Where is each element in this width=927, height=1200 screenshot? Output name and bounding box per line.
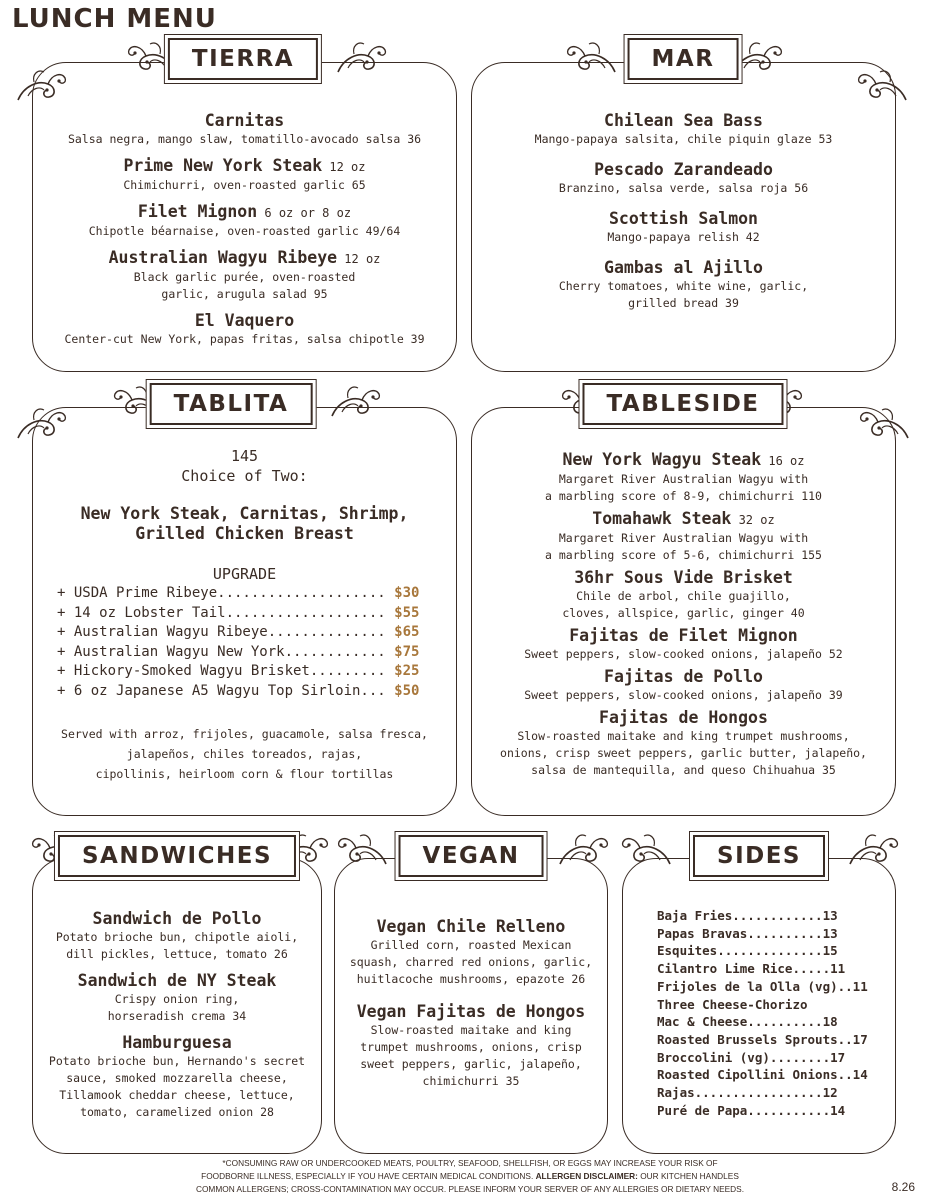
- upgrade-label: + 6 oz Japanese A5 Wagyu Top Sirloin...: [57, 682, 395, 699]
- menu-item-description: Mango-papaya relish 42: [607, 230, 760, 244]
- menu-item-name: El Vaquero: [194, 311, 295, 330]
- menu-item-description: Salsa negra, mango slaw, tomatillo-avocado salsa 36: [67, 132, 422, 146]
- upgrade-label: + Australian Wagyu Ribeye..............: [57, 624, 395, 641]
- menu-item: [472, 626, 895, 663]
- menu-item: [472, 111, 895, 148]
- menu-item-name: Chilean Sea Bass: [604, 111, 763, 130]
- tablita-choice: Choice of Two:: [181, 467, 308, 485]
- upgrade-price: $65: [394, 624, 420, 641]
- menu-item-name: Carnitas: [204, 111, 285, 130]
- menu-item-description: Slow-roasted maitake and king trumpet mushrooms,: [517, 729, 850, 743]
- menu-item-description: Grilled corn, roasted Mexican: [370, 938, 572, 952]
- mar-header-label: MAR: [628, 38, 739, 80]
- menu-item-description: squash, charred red onions, garlic,: [349, 955, 593, 969]
- menu-item-description: trumpet mushrooms, onions, crisp: [360, 1040, 582, 1054]
- menu-item-description: Potato brioche bun, chipotle aioli,: [55, 930, 299, 944]
- ornament-icon: [334, 38, 388, 76]
- menu-item-name: Sandwich de Pollo: [92, 909, 262, 928]
- menu-item-description: a marbling score of 8-9, chimichurri 110: [545, 489, 822, 503]
- tablita-served-line: jalapeños, chiles toreados, rajas,: [126, 746, 363, 761]
- menu-item-size: 16 oz: [761, 454, 805, 468]
- upgrade-price: $30: [394, 585, 420, 601]
- menu-item-description: Branzino, salsa verde, salsa roja 56: [558, 181, 809, 195]
- menu-item: [33, 111, 456, 148]
- disclaimer-line: COMMON ALLERGENS; CROSS-CONTAMINATION MAY OCCUR. PLEASE INFORM YOUR SERVER OF ANY ALLERGIES OR DIETARY NEEDS.: [195, 1184, 744, 1194]
- menu-item: [472, 160, 895, 197]
- ornament-icon: [14, 66, 68, 104]
- side-item: Rajas.................12: [657, 1085, 838, 1101]
- menu-item: [335, 1002, 607, 1090]
- menu-item-description: Crispy onion ring,: [114, 992, 240, 1006]
- tablita-panel: [32, 407, 457, 816]
- menu-item-description: Chimichurri, oven-roasted garlic 65: [123, 178, 366, 192]
- upgrade-item: [57, 584, 456, 604]
- sandwiches-items: [33, 909, 321, 1129]
- side-item: Frijoles de la Olla (vg)..11: [657, 978, 868, 994]
- upgrade-item: [57, 604, 456, 624]
- tablita-header-label: TABLITA: [150, 383, 313, 425]
- menu-item-description: chimichurri 35: [422, 1074, 520, 1088]
- ornament-icon: [336, 830, 390, 868]
- tablita-price: 145: [230, 447, 259, 465]
- ornament-icon: [565, 38, 619, 76]
- menu-item-name: New York Wagyu Steak 16 oz: [562, 450, 805, 469]
- menu-item-description: tomato, caramelized onion 28: [80, 1105, 274, 1119]
- ornament-icon: [856, 66, 910, 104]
- menu-item-name: Hamburguesa: [122, 1033, 232, 1052]
- upgrade-label: + Australian Wagyu New York............: [57, 643, 395, 660]
- upgrade-price: $75: [394, 643, 420, 660]
- menu-item-name: Australian Wagyu Ribeye 12 oz: [108, 248, 381, 267]
- menu-item-size: 12 oz: [337, 252, 381, 266]
- menu-item-description: Sweet peppers, slow-cooked onions, jalapeño 52: [524, 647, 843, 661]
- menu-item-name: Vegan Chile Relleno: [376, 917, 566, 936]
- menu-item-name: Fajitas de Filet Mignon: [569, 626, 798, 645]
- tierra-items: [33, 111, 456, 356]
- menu-version: 8.26: [891, 1180, 915, 1194]
- menu-item: [33, 311, 456, 348]
- menu-item-description: Sweet peppers, slow-cooked onions, jalapeño 39: [524, 688, 843, 702]
- ornament-icon: [328, 382, 382, 420]
- menu-item-description: salsa de mantequilla, and queso Chihuahua 35: [531, 763, 836, 777]
- menu-item-description: huitlacoche mushrooms, epazote 26: [356, 972, 586, 986]
- menu-item-name: Scottish Salmon: [608, 209, 758, 228]
- tablita-served-line: cipollinis, heirloom corn & flour tortillas: [95, 766, 394, 781]
- tablita-content: [33, 446, 456, 784]
- menu-item-description: Center-cut New York, papas fritas, salsa chipotle 39: [64, 332, 425, 346]
- menu-item-name: Prime New York Steak 12 oz: [123, 156, 366, 175]
- side-item: Papas Bravas..........13: [657, 925, 838, 941]
- menu-item: [472, 568, 895, 622]
- upgrade-price: $55: [394, 604, 420, 621]
- menu-item-description: horseradish crema 34: [107, 1009, 247, 1023]
- menu-item-description: Slow-roasted maitake and king: [370, 1023, 572, 1037]
- menu-item: [472, 509, 895, 564]
- upgrade-item: [57, 682, 456, 702]
- vegan-header-label: VEGAN: [399, 835, 544, 877]
- menu-item: [472, 258, 895, 312]
- menu-item-name: Fajitas de Pollo: [604, 667, 763, 686]
- menu-item: [33, 202, 456, 240]
- vegan-header: [395, 831, 548, 881]
- tableside-items: [472, 450, 895, 783]
- sandwiches-header-label: SANDWICHES: [58, 835, 296, 877]
- menu-item-description: cloves, allspice, garlic, ginger 40: [562, 606, 805, 620]
- tableside-header: [578, 379, 787, 429]
- side-item: Mac & Cheese..........18: [657, 1014, 838, 1030]
- menu-item-size: 6 oz or 8 oz: [257, 206, 352, 220]
- menu-item-name: Vegan Fajitas de Hongos: [356, 1002, 586, 1021]
- menu-item-description: grilled bread 39: [628, 296, 739, 310]
- menu-item-description: Cherry tomatoes, white wine, garlic,: [558, 279, 809, 293]
- menu-item: [472, 708, 895, 779]
- menu-item-name: 36hr Sous Vide Brisket: [574, 568, 793, 587]
- upgrade-label: + 14 oz Lobster Tail...................: [57, 604, 395, 621]
- menu-item: [33, 971, 321, 1025]
- menu-item-description: a marbling score of 5-6, chimichurri 155: [545, 548, 822, 562]
- menu-item-description: sweet peppers, garlic, jalapeño,: [360, 1057, 582, 1071]
- menu-item-description: garlic, arugula salad 95: [161, 287, 328, 301]
- sides-list: [623, 907, 895, 1119]
- allergen-disclaimer: [150, 1157, 790, 1196]
- menu-item-description: Chipotle béarnaise, oven-roasted garlic 49/64: [88, 224, 401, 238]
- menu-item-name: Fajitas de Hongos: [599, 708, 768, 727]
- menu-item-name: Sandwich de NY Steak: [77, 971, 277, 990]
- sides-header: [689, 831, 829, 881]
- menu-item-description: Margaret River Australian Wagyu with: [558, 531, 809, 545]
- tablita-served-line: Served with arroz, frijoles, guacamole, salsa fresca,: [61, 726, 428, 741]
- menu-item-description: Chile de arbol, chile guajillo,: [576, 589, 791, 603]
- menu-item-name: Tomahawk Steak 32 oz: [592, 509, 775, 528]
- tierra-header-label: TIERRA: [168, 38, 318, 80]
- menu-item-description: Margaret River Australian Wagyu with: [558, 472, 809, 486]
- ornament-icon: [14, 404, 68, 442]
- ornament-icon: [846, 830, 900, 868]
- upgrade-item: [57, 662, 456, 682]
- side-item: Three Cheese-Chorizo: [657, 996, 808, 1012]
- side-item: Baja Fries............13: [657, 908, 838, 923]
- menu-item: [335, 917, 607, 988]
- ornament-icon: [556, 830, 610, 868]
- tierra-panel: [32, 62, 457, 372]
- side-item: Broccolini (vg)........17: [657, 1049, 846, 1065]
- mar-header: [624, 34, 743, 84]
- side-item: Puré de Papa...........14: [657, 1102, 846, 1118]
- sides-panel: [622, 858, 896, 1154]
- disclaimer-line: *CONSUMING RAW OR UNDERCOOKED MEATS, POULTRY, SEAFOOD, SHELLFISH, OR EGGS MAY INCREASE YOUR RISK OF: [222, 1158, 718, 1168]
- side-item: Esquites..............15: [657, 943, 838, 959]
- menu-item-description: dill pickles, lettuce, tomato 26: [66, 947, 288, 961]
- tablita-option-line: Grilled Chicken Breast: [135, 524, 354, 543]
- upgrade-label: + USDA Prime Ribeye....................: [57, 585, 395, 601]
- tableside-panel: [471, 407, 896, 816]
- disclaimer-line: FOODBORNE ILLNESS, ESPECIALLY IF YOU HAVE CERTAIN MEDICAL CONDITIONS. ALLERGEN DISCLAIMER: OUR KITCHEN HANDLES: [201, 1171, 739, 1181]
- menu-item-description: Tillamook cheddar cheese, lettuce,: [59, 1088, 295, 1102]
- menu-item-name: Filet Mignon 6 oz or 8 oz: [137, 202, 352, 221]
- upgrade-list: [33, 584, 456, 702]
- menu-item: [33, 1033, 321, 1121]
- side-item: Roasted Cipollini Onions..14: [657, 1067, 868, 1083]
- menu-item: [33, 909, 321, 963]
- menu-title: LUNCH MENU: [12, 4, 217, 34]
- mar-panel: [471, 62, 896, 372]
- menu-item: [472, 667, 895, 704]
- sandwiches-header: [54, 831, 300, 881]
- menu-item-size: 32 oz: [731, 513, 775, 527]
- mar-items: [472, 111, 895, 324]
- side-item: Roasted Brussels Sprouts..17: [657, 1031, 868, 1047]
- menu-item-description: Black garlic purée, oven-roasted: [133, 270, 356, 284]
- tierra-header: [164, 34, 322, 84]
- side-item: Cilantro Lime Rice.....11: [657, 961, 846, 977]
- upgrade-item: [57, 643, 456, 663]
- upgrade-label: + Hickory-Smoked Wagyu Brisket.........: [57, 663, 395, 680]
- upgrade-price: $50: [394, 682, 420, 699]
- upgrade-price: $25: [394, 663, 420, 680]
- upgrade-title: UPGRADE: [212, 565, 277, 583]
- menu-item-description: sauce, smoked mozzarella cheese,: [66, 1071, 288, 1085]
- tablita-header: [146, 379, 317, 429]
- sides-header-label: SIDES: [693, 835, 825, 877]
- menu-item-description: Mango-papaya salsita, chile piquin glaze 53: [534, 132, 833, 146]
- tableside-header-label: TABLESIDE: [582, 383, 783, 425]
- menu-item: [472, 450, 895, 505]
- menu-item: [33, 248, 456, 303]
- ornament-icon: [858, 404, 912, 442]
- menu-item-name: Gambas al Ajillo: [604, 258, 763, 277]
- upgrade-item: [57, 623, 456, 643]
- ornament-icon: [620, 830, 674, 868]
- menu-item-size: 12 oz: [322, 160, 366, 174]
- sandwiches-panel: [32, 858, 322, 1154]
- tablita-option-line: New York Steak, Carnitas, Shrimp,: [80, 504, 409, 523]
- menu-item-description: onions, crisp sweet peppers, garlic butter, jalapeño,: [500, 746, 867, 760]
- menu-item: [33, 156, 456, 194]
- vegan-items: [335, 917, 607, 1104]
- menu-item-description: Potato brioche bun, Hernando's secret: [48, 1054, 306, 1068]
- menu-item-name: Pescado Zarandeado: [594, 160, 773, 179]
- vegan-panel: [334, 858, 608, 1154]
- menu-item: [472, 209, 895, 246]
